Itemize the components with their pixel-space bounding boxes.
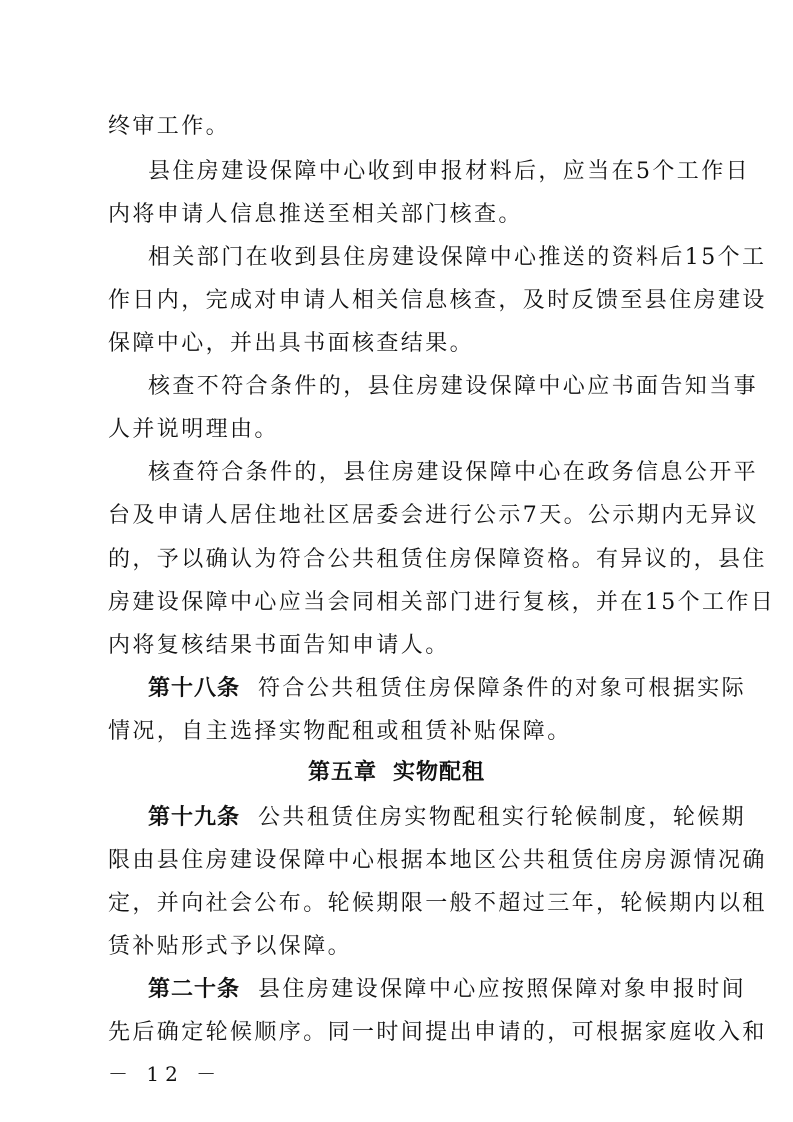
chapter-heading [0,760,793,786]
text-line: 台及申请人居住地社区居委会进行公示7天。公示期内无异议 [108,503,759,528]
text-line: 内将复核结果书面告知申请人。 [108,633,450,658]
article-19-text: 公共租赁住房实物配租实行轮候制度，轮候期 [258,805,747,830]
text-line: 保障中心，并出具书面核查结果。 [108,331,475,356]
text-line: 相关部门在收到县住房建设保障中心推送的资料后15个工 [148,245,767,270]
article-19-line [148,805,746,831]
article-20-line [148,977,746,1003]
text-line: 情况，自主选择实物配租或租赁补贴保障。 [108,719,572,744]
article-19-label: 第十九条 [148,805,241,830]
article-20-label: 第二十条 [148,977,241,1002]
article-18-line [148,676,746,702]
text-line: 房建设保障中心应当会同相关部门进行复核，并在15个工作日 [108,590,776,615]
article-20-text: 县住房建设保障中心应按照保障对象申报时间 [258,977,747,1002]
text-line: 定，并向社会公布。轮候期限一般不超过三年，轮候期内以租 [108,891,767,916]
text-line: 先后确定轮候顺序。同一时间提出申请的，可根据家庭收入和 [108,1020,767,1045]
page-number: － 12 － [108,1062,223,1086]
text-line: 赁补贴形式予以保障。 [108,934,353,959]
text-line: 作日内，完成对申请人相关信息核查，及时反馈至县住房建设 [108,288,767,313]
article-18-label: 第十八条 [148,676,241,701]
text-line: 人并说明理由。 [108,417,279,442]
text-line: 县住房建设保障中心收到申报材料后，应当在5个工作日 [148,159,750,184]
chapter-title: 实物配租 [393,760,486,785]
text-line: 核查符合条件的，县住房建设保障中心在政务信息公开平 [148,460,759,485]
text-line: 终审工作。 [108,114,231,139]
article-18-text: 符合公共租赁住房保障条件的对象可根据实际 [258,676,747,701]
text-line: 的，予以确认为符合公共租赁住房保障资格。有异议的，县住 [108,547,767,572]
text-line: 内将申请人信息推送至相关部门核查。 [108,202,523,227]
chapter-number: 第五章 [307,760,377,785]
text-line: 限由县住房建设保障中心根据本地区公共租赁住房房源情况确 [108,848,767,873]
text-line: 核查不符合条件的，县住房建设保障中心应书面告知当事 [148,374,759,399]
